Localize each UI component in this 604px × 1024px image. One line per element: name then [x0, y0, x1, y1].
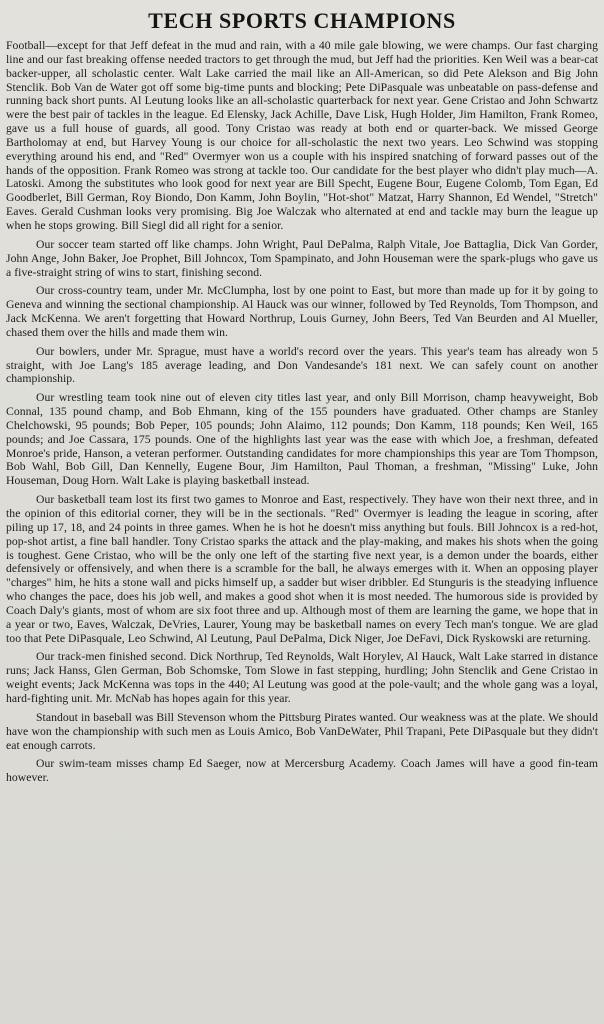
paragraph-cross-country: Our cross-country team, under Mr. McClumpha, lost by one point to East, but more than made up for it by going to Geneva and winning the sectional championship. Al Hauck was our winner, followed by Ted Reynolds, Tom Thompson, and Jack McKenna. We aren't forgetting that Howard Northrup, Louis Gurney, John Beers, Ted Van Beurden and Al Mueller, chased them over the hills and made them win.: [6, 284, 598, 339]
paragraph-track: Our track-men finished second. Dick Northrup, Ted Reynolds, Walt Horylev, Al Hauck, Walt Lake starred in distance runs; Jack Hanss, Glen German, Bob Schomske, Tom Slowe in fast stepping, hurdling; John Stenclik and Gene Cristao in weight events; Jack McKenna was tops in the 440; Al Leutung was good at the pole-vault; and the whole gang was a loyal, hard-fighting unit. Mr. McNab has hopes again for this year.: [6, 650, 598, 705]
paragraph-bowling: Our bowlers, under Mr. Sprague, must have a world's record over the years. This year's team has already won 5 straight, with Joe Lang's 185 average leading, and Don Vandesande's 181 next. We can safely count on another championship.: [6, 344, 598, 386]
paragraph-basketball: Our basketball team lost its first two games to Monroe and East, respectively. They have won their next three, and in the opinion of this editorial corner, they will be in the sectionals. "Red" Overmyer is leading the league in scoring, after piling up 17, 18, and 24 points in three games. When he is hot he doesn't miss anything but fouls. Bill Johncox is a red-hot, pop-shot artist, a fine ball handler. Tony Cristao sparks the attack and the play-making, and makes his shots when the going is toughest. Gene Cristao, who will be the only one left of the starting five next year, is a demon under the boards, either defensively or offensively, and when there is a scramble for the ball, he always emerges with it. When an opposing player "charges" him, he hits a stone wall and picks himself up, a sadder but wiser dribbler. Ed Stunguris is the steadying influence who changes the pace, does his job well, and makes a good shot when it is most needed. The humorous side is provided by Coach Daly's giants, most of whom are six foot three and up. Although most of them are learning the game, we hope that in a year or two, Eaves, Walczak, DeVries, Laurer, Young may be basketball names on every Tech man's tongue. We are glad too that Pete DiPasquale, Leo Schwind, Al Leutung, Paul DePalma, Dick Niger, Joe DeFavi, Dick Ryskowski are returning.: [6, 493, 598, 645]
page-title: TECH SPORTS CHAMPIONS: [148, 8, 456, 33]
paragraph-wrestling: Our wrestling team took nine out of eleven city titles last year, and only Bill Morrison, champ heavyweight, Bob Connal, 135 pound champ, and Bob Ehmann, king of the 155 pounders have graduated. Other champs are Stanley Chelchowski, 95 pounds; Bob Peper, 105 pounds; John Alaimo, 112 pounds; Don Kamm, 118 pounds; Ken Weil, 165 pounds; and Joe Cassara, 175 pounds. One of the highlights last year was the ease with which Joe, a freshman, defeated Monroe's pride, Hanson, a veteran performer. Outstanding candidates for more championships this year are Tom Thompson, Bob Wahl, Bob Gill, Dan Kennelly, Eugene Bour, Jim Hamilton, Paul Thoman, a freshman, "Missing" Luke, John Houseman, Doug Horn. Walt Lake is playing basketball instead.: [6, 391, 598, 488]
article-body: [6, 39, 598, 785]
paragraph-football: Football—except for that Jeff defeat in the mud and rain, with a 40 mile gale blowing, we were champs. Our fast charging line and our fast breaking offense needed tractors to get through the mud, but Jeff had the priorities. Ken Weil was a bear-cat backer-upper, all scholastic center. Walt Lake carried the mail like an All-American, so did Pete Alekson and Big John Stenclik. Bob Van de Water got off some big-time punts and blocking; Pete DiPasquale was unbeatable on pass-defense and running back short punts. Al Leutung looks like an all-scholastic quarterback for next year. Gene Cristao and John Schwartz were the best pair of tackles in the league. Ed Elensky, Jack Achille, Dave Lisk, Hugh Holder, Jim Hamilton, Frank Romeo, gave us a full house of guards, all good. Tony Cristao was ready at both end or quarter-back. We missed George Bartholomay at end, but Harvey Young is our choice for all-scholastic the next two years. Leo Schwind was stopping everything around his end, and "Red" Overmyer won us a couple with his inspired snatching of forward passes out of the hands of the opposition. Frank Romeo was strong at tackle too. Our candidate for the best player who didn't play much—A. Latoski. Among the substitutes who look good for next year are Bill Specht, Eugene Bour, Eugene Colomb, Tom Egan, Ed Goodberlet, Bill German, Roy Biondo, Don Kamm, John Boylin, "Hot-shot" Matzat, Harry Shannon, Ed Wendel, "Stretch" Eaves. Gerald Cushman looks very promising. Big Joe Walczak who alternated at end and tackle may burn the league up when he stops growing. Bill Siegl did all right for a senior.: [6, 39, 598, 232]
paragraph-baseball: Standout in baseball was Bill Stevenson whom the Pittsburg Pirates wanted. Our weakness was at the plate. We should have won the championship with such men as Louis Amico, Bob VanDeWater, Phil Trapani, Pete DiPasquale but they didn't eat enough carrots.: [6, 710, 598, 752]
paragraph-soccer: Our soccer team started off like champs. John Wright, Paul DePalma, Ralph Vitale, Joe Battaglia, Dick Van Gorder, John Ange, John Baker, Joe Prophet, Bill Johncox, Tom Spampinato, and John Houseman were the spark-plugs who gave us a five-straight string of wins to start, finishing second.: [6, 237, 598, 279]
paragraph-swimming: Our swim-team misses champ Ed Saeger, now at Mercersburg Academy. Coach James will have a good fin-team however.: [6, 757, 598, 785]
